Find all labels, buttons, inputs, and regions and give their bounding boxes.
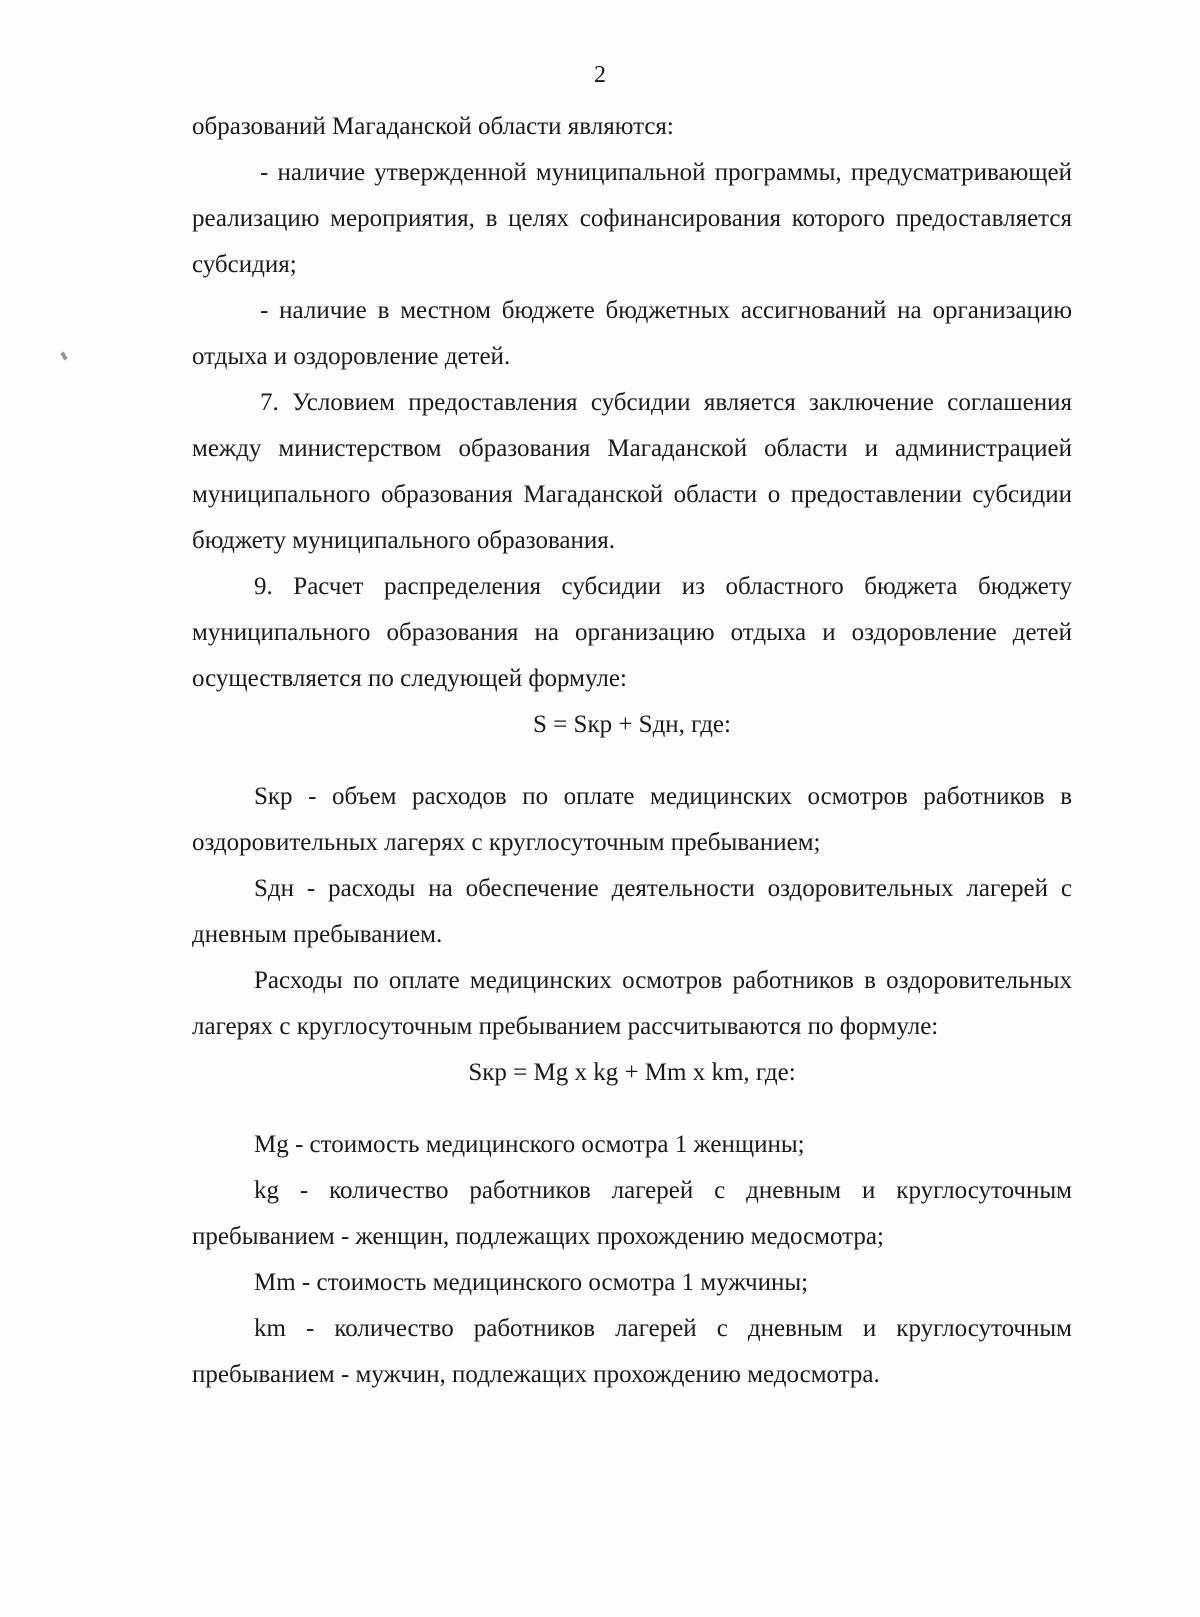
formula-total: S = Sкр + Sдн, где:	[533, 711, 731, 738]
formula-skr: Sкр = Mg x kg + Mm x km, где:	[468, 1059, 796, 1086]
definition-kg: kg - количество работников лагерей с дневным и круглосуточным пребыванием - женщин, подлежащих прохождению медосмотра;	[192, 1177, 1072, 1250]
paragraph-condition-budget: - наличие в местном бюджете бюджетных ассигнований на организацию отдыха и оздоровление детей.	[192, 297, 1072, 370]
paragraph-condition-program: - наличие утвержденной муниципальной программы, предусматривающей реализацию мероприятия, в целях софинансирования которого предоставляется субсидия;	[192, 159, 1072, 278]
paragraph-continuation: образований Магаданской области являются:	[192, 113, 674, 140]
paragraph-medical-expenses: Расходы по оплате медицинских осмотров работников в оздоровительных лагерях с круглосуточным пребыванием рассчитываются по формуле:	[192, 967, 1072, 1040]
paragraph-item-7: 7. Условием предоставления субсидии является заключение соглашения между министерством образования Магаданской области и администрацией муниципального образования Магаданской области о предоставлении субсидии бюджету муниципального образования.	[192, 389, 1072, 554]
definition-mg: Mg - стоимость медицинского осмотра 1 женщины;	[254, 1131, 805, 1158]
document-body	[192, 104, 1072, 1398]
definition-km: km - количество работников лагерей с дневным и круглосуточным пребыванием - мужчин, подлежащих прохождению медосмотра.	[192, 1315, 1072, 1388]
scan-artifact	[60, 352, 67, 361]
definition-sdn: Sдн - расходы на обеспечение деятельности оздоровительных лагерей с дневным пребыванием.	[192, 875, 1072, 948]
page-number: 2	[594, 62, 606, 88]
definition-skr: Sкр - объем расходов по оплате медицинских осмотров работников в оздоровительных лагерях с круглосуточным пребыванием;	[192, 783, 1072, 856]
paragraph-item-9: 9. Расчет распределения субсидии из областного бюджета бюджету муниципального образования на организацию отдыха и оздоровление детей осуществляется по следующей формуле:	[192, 573, 1072, 692]
definition-mm: Mm - стоимость медицинского осмотра 1 мужчины;	[254, 1269, 809, 1296]
